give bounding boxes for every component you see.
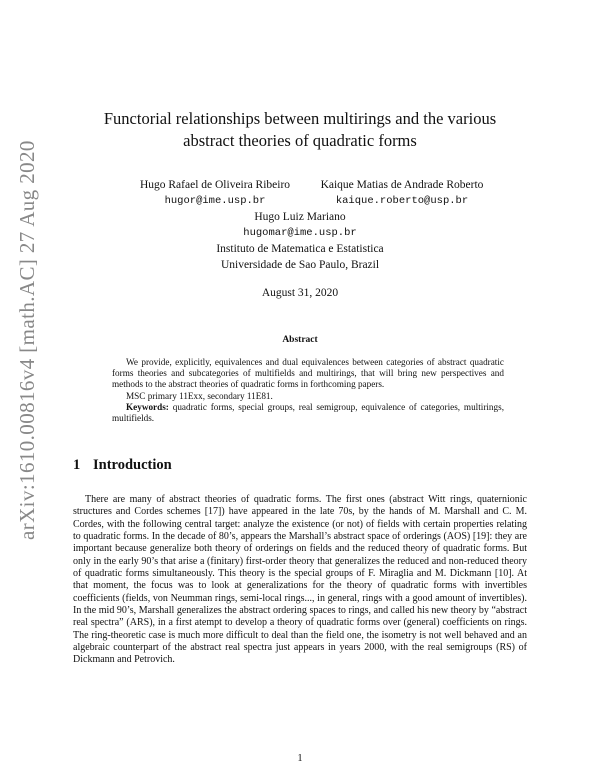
author-email: hugor@ime.usp.br — [164, 195, 266, 207]
intro-body — [73, 494, 527, 667]
arxiv-identifier: arXiv:1610.00816v4 [math.AC] 27 Aug 2020 — [15, 140, 39, 540]
page-number: 1 — [297, 753, 303, 764]
section-title: Introduction — [93, 457, 172, 473]
keywords-label: Keywords: — [126, 401, 169, 412]
section-heading — [73, 457, 172, 474]
author-name: Kaique Matias de Andrade Roberto — [320, 179, 484, 191]
abstract-heading: Abstract — [282, 335, 318, 345]
paper-title — [60, 108, 540, 152]
institute: Instituto de Matematica e Estatistica — [216, 243, 384, 255]
section-number: 1 — [73, 457, 81, 473]
author-name: Hugo Luiz Mariano — [254, 211, 346, 223]
university: Universidade de Sao Paulo, Brazil — [220, 259, 380, 271]
author-name: Hugo Rafael de Oliveira Ribeiro — [139, 179, 291, 191]
author-block-1 — [110, 177, 320, 209]
author-email: hugomar@ime.usp.br — [243, 227, 357, 239]
abstract-body — [112, 357, 504, 424]
msc-classification: MSC primary 11Exx, secondary 11E81. — [126, 390, 273, 401]
abstract-text: We provide, explicitly, equivalences and dual equivalences between categories of abstract quadratic forms theories and subcategories of multifields and multirings, that will bring new perspectives and methods to the abstract theories of quadratic forms in forthcoming papers. — [112, 357, 504, 390]
author-block-3 — [200, 209, 400, 241]
intro-paragraph: There are many of abstract theories of quadratic forms. The first ones (abstract Witt rings, quaternionic structures and Cordes schemes [17]) have appeared in the late 70s, by the hands of M. Marshall and C. M. Cordes, with the following central target: analyze the existence (or not) of fields with certain properties relating to quadratic forms. In the decade of 80’s, appears the Marshall’s abstract space of orderings (AOS) [19]: they are important because generalize both theory of orderings on fields and the reduced theory of quadratic forms. But only in the early 90’s that arise a (finitary) first-order theory that generalizes the reduced and non-reduced theory of quadratic forms simultaneously. This theory is the special groups of F. Miraglia and M. Dickmann [10]. At that moment, the focus was to look at generalizations for the theory of quadratic forms with invertibles coefficients (fields, von Neumman rings, semi-local rings..., in general, rings with a good amount of invertibles). In the mid 90’s, Marshall generalizes the abstract ordering spaces to rings, and called his new theory by “abstract real spectra” (ARS), in a first atempt to develop a theory of quadratic forms over (general) coefficients on rings. The ring-theoretic case is much more difficult to deal than the field one, the isometry is not well behaved and an algebraic counterpart of the abstract real spectra just appears in years 2000, with the real semigroups (RS) of Dickmann and Petrovich. — [73, 494, 527, 666]
title-line-1: Functorial relationships between multirings and the various — [103, 109, 497, 128]
keywords-line — [112, 402, 504, 424]
author-block-2 — [292, 177, 512, 209]
keywords-text: quadratic forms, special groups, real semigroup, equivalence of categories, multirings, multifields. — [112, 401, 504, 424]
title-line-2: abstract theories of quadratic forms — [183, 131, 417, 150]
author-email: kaique.roberto@usp.br — [335, 195, 469, 207]
paper-date: August 31, 2020 — [261, 287, 339, 299]
